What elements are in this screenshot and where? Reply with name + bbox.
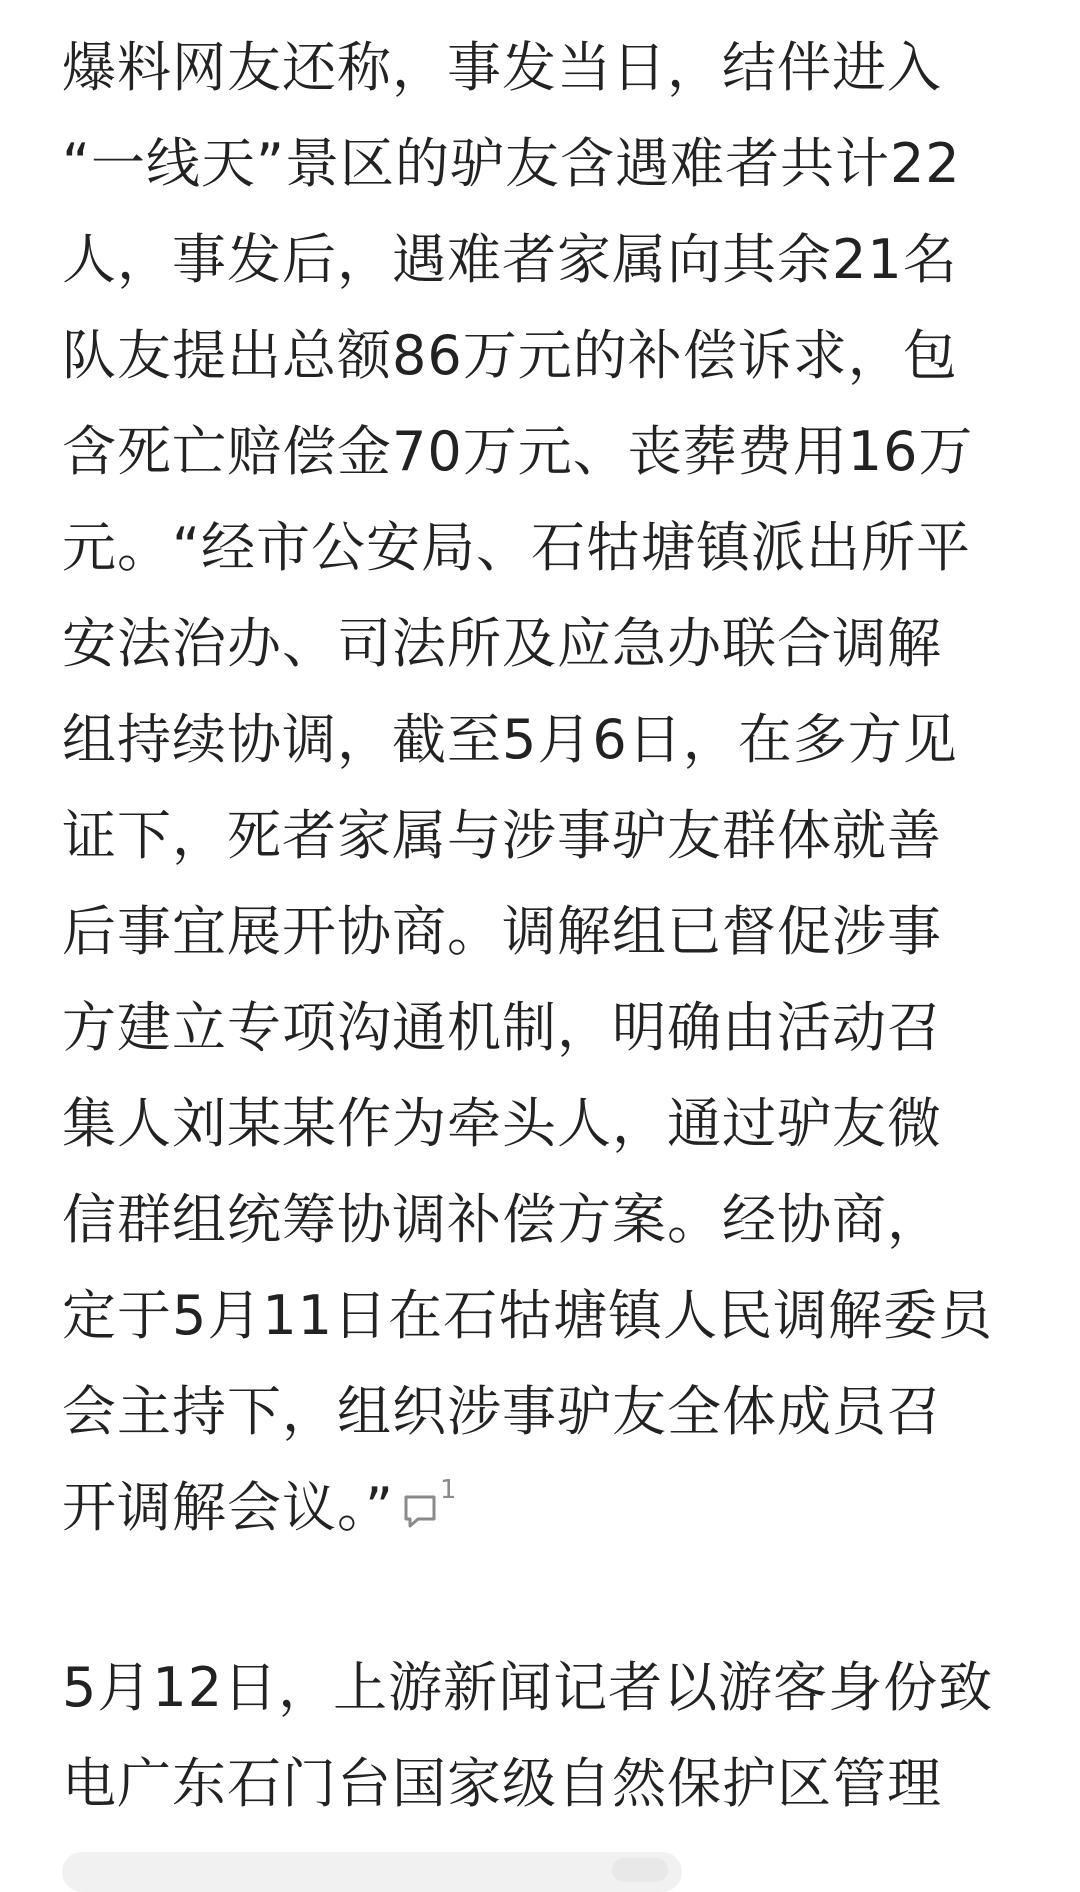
paragraph-comment-button[interactable] (400, 1475, 458, 1535)
paragraph-line: 信群组统筹协调补偿方案。经协商， (62, 1188, 942, 1251)
paragraph-1 (62, 20, 993, 1556)
paragraph-line: 安法治办、司法所及应急办联合调解 (62, 612, 942, 675)
paragraph-line-last (62, 1460, 993, 1556)
paragraph-line: 证下，死者家属与涉事驴友群体就善 (62, 804, 942, 867)
paragraph-line: 人，事发后，遇难者家属向其余21名 (62, 228, 958, 291)
comment-count: 1 (439, 1475, 458, 1506)
paragraph-line: 方建立专项沟通机制，明确由活动召 (62, 996, 942, 1059)
paragraph-line: 元。“经市公安局、石牯塘镇派出所平 (62, 516, 971, 579)
paragraph-line: 爆料网友还称，事发当日，结伴进入 (62, 36, 942, 99)
paragraph-line: 定于5月11日在石牯塘镇人民调解委员 (62, 1284, 994, 1347)
comment-bubble-icon (400, 1491, 440, 1531)
paragraph-2 (62, 1640, 993, 1832)
paragraph-line: 集人刘某某作为牵头人，通过驴友微 (62, 1092, 942, 1155)
paragraph-line: 组持续协调，截至5月6日，在多方见 (62, 708, 958, 771)
paragraph-line-text: 开调解会议。” (62, 1476, 394, 1539)
paragraph-line: 5月12日，上游新闻记者以游客身份致 (62, 1656, 994, 1719)
bottom-action-pill[interactable] (612, 1858, 668, 1882)
bottom-input-bar[interactable] (62, 1852, 682, 1892)
paragraph-line: 含死亡赔偿金70万元、丧葬费用16万 (62, 420, 974, 483)
paragraph-line: 电广东石门台国家级自然保护区管理 (62, 1752, 942, 1815)
paragraph-line: 后事宜展开协商。调解组已督促涉事 (62, 900, 942, 963)
paragraph-line: “一线天”景区的驴友含遇难者共计22 (62, 132, 961, 195)
paragraph-line: 队友提出总额86万元的补偿诉求，包 (62, 324, 958, 387)
paragraph-line: 会主持下，组织涉事驴友全体成员召 (62, 1380, 942, 1443)
